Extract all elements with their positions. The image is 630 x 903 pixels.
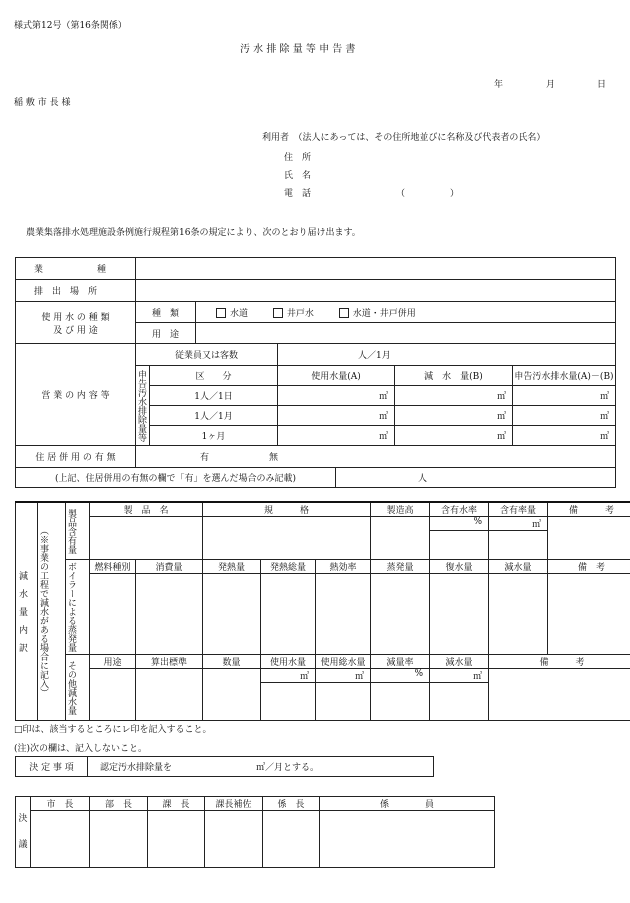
- condensate-cell[interactable]: [430, 574, 489, 655]
- usage-field[interactable]: [196, 323, 616, 344]
- water-checkbox[interactable]: [216, 308, 226, 318]
- intro-text: 農業集落排水処理施設条例施行規程第16条の規定により、次のとおり届け出ます。: [26, 228, 361, 238]
- reduction-header: 減 水 量(B): [395, 366, 513, 386]
- use-header: 用途: [90, 655, 136, 669]
- condensate-header: 復水量: [430, 560, 489, 574]
- decision-label: 決 定 事 項: [16, 757, 88, 777]
- total-water-used-header: 使用総水量: [316, 655, 371, 669]
- business-label: 営 業 の 内 容 等: [16, 344, 136, 446]
- unit-cell: ㎥: [316, 669, 371, 683]
- evaporation-cell[interactable]: [371, 574, 430, 655]
- remarks-header: 備 考: [548, 502, 630, 517]
- thermal-efficiency-cell[interactable]: [316, 574, 371, 655]
- option-well: 井戸水: [286, 308, 314, 319]
- discharge-place-label: 排 出 場 所: [16, 280, 136, 302]
- unit-cell[interactable]: ㎥: [278, 426, 395, 446]
- industry-label: 業 種: [16, 258, 136, 280]
- consumption-header: 消費量: [136, 560, 203, 574]
- date-month: 月: [546, 80, 556, 90]
- water-used-header: 使用水量(A): [278, 366, 395, 386]
- production-header: 製造高: [371, 502, 430, 517]
- unit-cell: ㎥: [261, 669, 316, 683]
- director-stamp[interactable]: [90, 811, 148, 868]
- reduced-water-cell[interactable]: [430, 683, 489, 721]
- residence-unit: 人: [336, 468, 616, 488]
- row-per-day: 1人／1日: [150, 386, 278, 406]
- total-calorific-header: 発熱総量: [261, 560, 316, 574]
- boiler-remarks-header: 備 考: [548, 560, 630, 574]
- product-name-header: 製 品 名: [90, 502, 203, 517]
- staff-stamp[interactable]: [320, 811, 495, 868]
- spec-header: 規 格: [203, 502, 371, 517]
- decision-suffix: ㎥／月とする。: [256, 763, 320, 773]
- unit-chief-stamp[interactable]: [263, 811, 320, 868]
- approval-side-label: 決 議: [16, 797, 31, 868]
- reduction-table: [15, 501, 630, 721]
- total-water-used-cell[interactable]: [316, 683, 371, 721]
- main-form-table: [15, 257, 616, 488]
- approval-table: [15, 796, 495, 868]
- phone-paren: （ ）: [396, 189, 460, 199]
- well-checkbox[interactable]: [273, 308, 283, 318]
- calc-standard-header: 算出標準: [136, 655, 203, 669]
- deputy-chief-stamp[interactable]: [205, 811, 263, 868]
- checkbox-note: □印は、該当するところにレ印を記入すること。: [14, 725, 212, 735]
- usage-label: 用 途: [136, 323, 196, 344]
- production-cell[interactable]: [371, 517, 430, 560]
- staff-header: 係 員: [320, 797, 495, 811]
- addressee: 稲 敷 市 長 様: [14, 98, 71, 108]
- reduction-note-label: （※事業の工程で減水がある場合に記入）: [38, 502, 66, 721]
- boiler-label: ボイラーによる蒸発量: [66, 560, 90, 655]
- residence-yes[interactable]: 有: [200, 453, 210, 463]
- form-number: 様式第12号（第16条関係）: [14, 21, 127, 31]
- residence-no[interactable]: 無: [269, 453, 279, 463]
- residence-label: 住 居 併 用 の 有 無: [16, 446, 136, 468]
- other-remarks-header: 備 考: [489, 655, 630, 669]
- declared-vertical-label: 申告汚水排除量等: [136, 366, 150, 446]
- mayor-header: 市 長: [31, 797, 90, 811]
- unit-cell: ㎥: [430, 669, 489, 683]
- residence-options: [136, 446, 616, 468]
- employees-label: 従業員又は客数: [136, 344, 278, 366]
- content-amount-header: 含有率量: [489, 502, 548, 517]
- both-checkbox[interactable]: [339, 308, 349, 318]
- row-one-month: 1ヶ月: [150, 426, 278, 446]
- water-type-label: 使 用 水 の 種 類 及 び 用 途: [16, 302, 136, 344]
- reduced-water-header: 減水量: [430, 655, 489, 669]
- decision-table: [15, 756, 434, 777]
- industry-field[interactable]: [136, 258, 616, 280]
- reduced-water-header: 減水量: [489, 560, 548, 574]
- unit-cell: ㎥: [489, 517, 548, 531]
- fuel-type-cell[interactable]: [90, 574, 136, 655]
- other-remarks-cell[interactable]: [489, 669, 630, 721]
- consumption-cell[interactable]: [136, 574, 203, 655]
- water-content-rate-header: 含有水率: [430, 502, 489, 517]
- residence-note: (上記、住居併用の有無の欄で「有」を選んだ場合のみ記載): [16, 468, 336, 488]
- calorific-header: 発熱量: [203, 560, 261, 574]
- date-year: 年: [494, 80, 504, 90]
- content-amount-cell[interactable]: [489, 531, 548, 560]
- decision-text: [88, 757, 434, 777]
- unit-chief-header: 係 長: [263, 797, 320, 811]
- water-used-header: 使用水量: [261, 655, 316, 669]
- section-chief-header: 課 長: [148, 797, 205, 811]
- address-label: 住 所: [284, 153, 312, 163]
- fuel-type-header: 燃料種別: [90, 560, 136, 574]
- mayor-stamp[interactable]: [31, 811, 90, 868]
- declared-header: 申告汚水排水量(A)－(B): [513, 366, 616, 386]
- date-day: 日: [597, 80, 607, 90]
- percent-unit: %: [430, 517, 489, 531]
- option-water: 水道: [230, 308, 249, 319]
- decision-prefix: 認定汚水排除量を: [100, 763, 173, 773]
- unit-cell[interactable]: ㎥: [278, 406, 395, 426]
- quantity-header: 数量: [203, 655, 261, 669]
- section-chief-stamp[interactable]: [148, 811, 205, 868]
- product-content-label: 製品含有量: [66, 502, 90, 560]
- use-cell[interactable]: [90, 669, 136, 721]
- other-reduction-label: その他減水量: [66, 655, 90, 721]
- reduction-rate-cell[interactable]: [371, 683, 430, 721]
- unit-cell[interactable]: ㎥: [513, 426, 616, 446]
- water-content-rate-cell[interactable]: [430, 531, 489, 560]
- calc-standard-cell[interactable]: [136, 669, 203, 721]
- caution-note: (注)次の欄は、記入しないこと。: [14, 744, 148, 754]
- unit-cell[interactable]: ㎥: [395, 426, 513, 446]
- product-remarks-cell[interactable]: [548, 517, 630, 560]
- user-label: 利用者 （法人にあっては、その住所地並びに名称及び代表者の氏名）: [262, 133, 546, 143]
- reduced-water-cell[interactable]: [489, 574, 548, 655]
- form-title: 汚 水 排 除 量 等 申 告 書: [240, 44, 356, 55]
- water-used-cell[interactable]: [261, 683, 316, 721]
- unit-cell[interactable]: ㎥: [513, 406, 616, 426]
- name-label: 氏 名: [284, 171, 312, 181]
- director-header: 部 長: [90, 797, 148, 811]
- phone-label: 電 話: [284, 189, 312, 199]
- quantity-cell[interactable]: [203, 669, 261, 721]
- percent-unit: %: [371, 669, 430, 683]
- employees-unit: 人／1月: [278, 344, 616, 366]
- thermal-efficiency-header: 熱効率: [316, 560, 371, 574]
- unit-cell[interactable]: ㎥: [395, 406, 513, 426]
- boiler-remarks-cell[interactable]: [548, 574, 630, 655]
- spec-cell[interactable]: [203, 517, 371, 560]
- reduction-rate-header: 減量率: [371, 655, 430, 669]
- unit-cell[interactable]: ㎥: [278, 386, 395, 406]
- row-per-month: 1人／1月: [150, 406, 278, 426]
- product-name-cell[interactable]: [90, 517, 203, 560]
- option-both: 水道・井戸併用: [352, 308, 416, 319]
- type-label: 種 類: [136, 302, 196, 323]
- deputy-chief-header: 課長補佐: [205, 797, 263, 811]
- calorific-cell[interactable]: [203, 574, 261, 655]
- kubun-header: 区 分: [150, 366, 278, 386]
- reduction-main-label: 減 水 量 内 訳: [16, 502, 38, 721]
- unit-cell[interactable]: ㎥: [395, 386, 513, 406]
- evaporation-header: 蒸発量: [371, 560, 430, 574]
- water-type-options: [196, 302, 616, 323]
- discharge-place-field[interactable]: [136, 280, 616, 302]
- total-calorific-cell[interactable]: [261, 574, 316, 655]
- unit-cell[interactable]: ㎥: [513, 386, 616, 406]
